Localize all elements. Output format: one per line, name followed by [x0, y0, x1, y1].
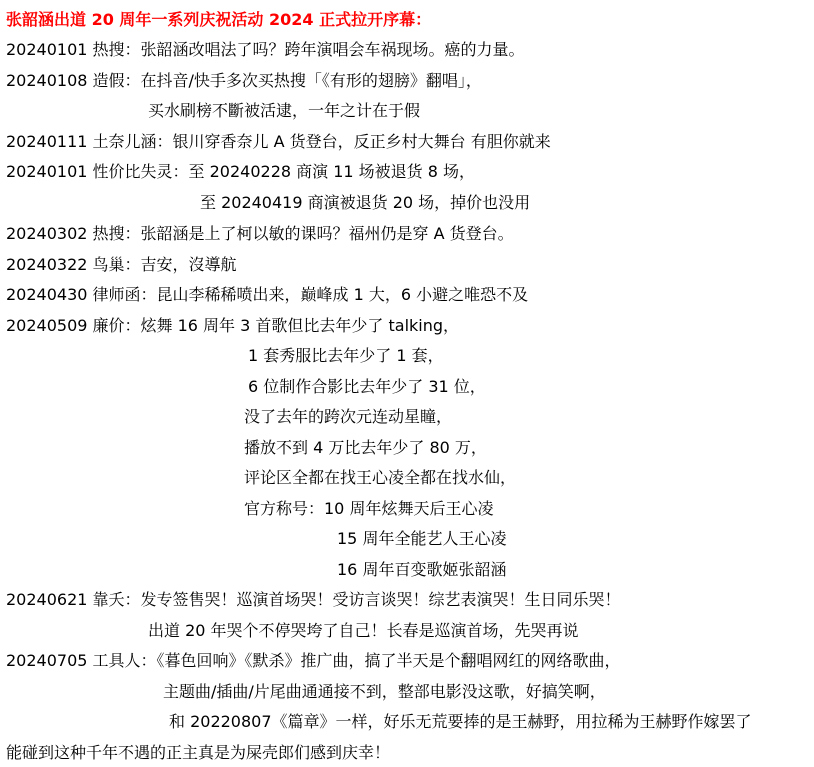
text-line: 16 周年百变歌姬张韶涵 [337, 560, 507, 579]
text-line: 20240108 造假：在抖音/快手多次买热搜「《有形的翅膀》翻唱」， [6, 71, 482, 90]
text-line: 播放不到 4 万比去年少了 80 万， [244, 438, 487, 457]
text-line: 20240322 鸟巢：吉安，沒導航 [6, 255, 237, 274]
text-line: 20240509 廉价：炫舞 16 周年 3 首歌但比去年少了 talking， [6, 316, 460, 335]
text-line: 至 20240419 商演被退货 20 场，掉价也没用 [200, 193, 531, 212]
text-line: 20240302 热搜：张韶涵是上了柯以敏的课吗？福州仍是穿 A 货登台。 [6, 224, 514, 243]
text-line: 官方称号：10 周年炫舞天后王心凌 [244, 499, 494, 518]
text-line: 能碰到这种千年不遇的正主真是为屎壳郎们感到庆幸！ [6, 743, 391, 762]
text-line: 20240111 土奈儿涵：银川穿香奈儿 A 货登台，反正乡村大舞台 有胆你就来 [6, 132, 551, 151]
text-line: 6 位制作合影比去年少了 31 位， [248, 377, 486, 396]
text-line: 买水刷榜不斷被活逮，一年之计在于假 [148, 101, 421, 120]
document-title: 张韶涵出道 20 周年一系列庆祝活动 2024 正式拉开序幕： [6, 10, 432, 29]
text-line: 20240621 靠夭：发专签售哭！巡演首场哭！受访言谈哭！综艺表演哭！生日同乐哭！ [6, 590, 621, 609]
text-line: 和 20220807《篇章》一样，好乐无荒要捧的是王赫野，用拉稀为王赫野作嫁罢了 [169, 712, 752, 731]
text-line: 20240430 律师函：昆山李稀稀喷出来，巅峰成 1 大，6 小避之唯恐不及 [6, 285, 529, 304]
text-line: 20240705 工具人：《暮色回响》《默杀》推广曲，搞了半天是个翻唱网红的网络歌曲， [6, 651, 621, 670]
text-line: 主题曲/插曲/片尾曲通通接不到，整部电影没这歌，好搞笑啊， [163, 682, 606, 701]
text-line: 20240101 热搜：张韶涵改唱法了吗？跨年演唱会车祸现场。癌的力量。 [6, 40, 525, 59]
text-line: 评论区全都在找王心凌全都在找水仙， [244, 468, 517, 487]
text-line: 出道 20 年哭个不停哭垮了自己！长春是巡演首场，先哭再说 [148, 621, 579, 640]
text-line: 15 周年全能艺人王心凌 [337, 529, 507, 548]
text-line: 1 套秀服比去年少了 1 套， [248, 346, 444, 365]
text-line: 20240101 性价比失灵：至 20240228 商演 11 场被退货 8 场， [6, 162, 476, 181]
text-line: 没了去年的跨次元连动星瞳， [244, 407, 453, 426]
